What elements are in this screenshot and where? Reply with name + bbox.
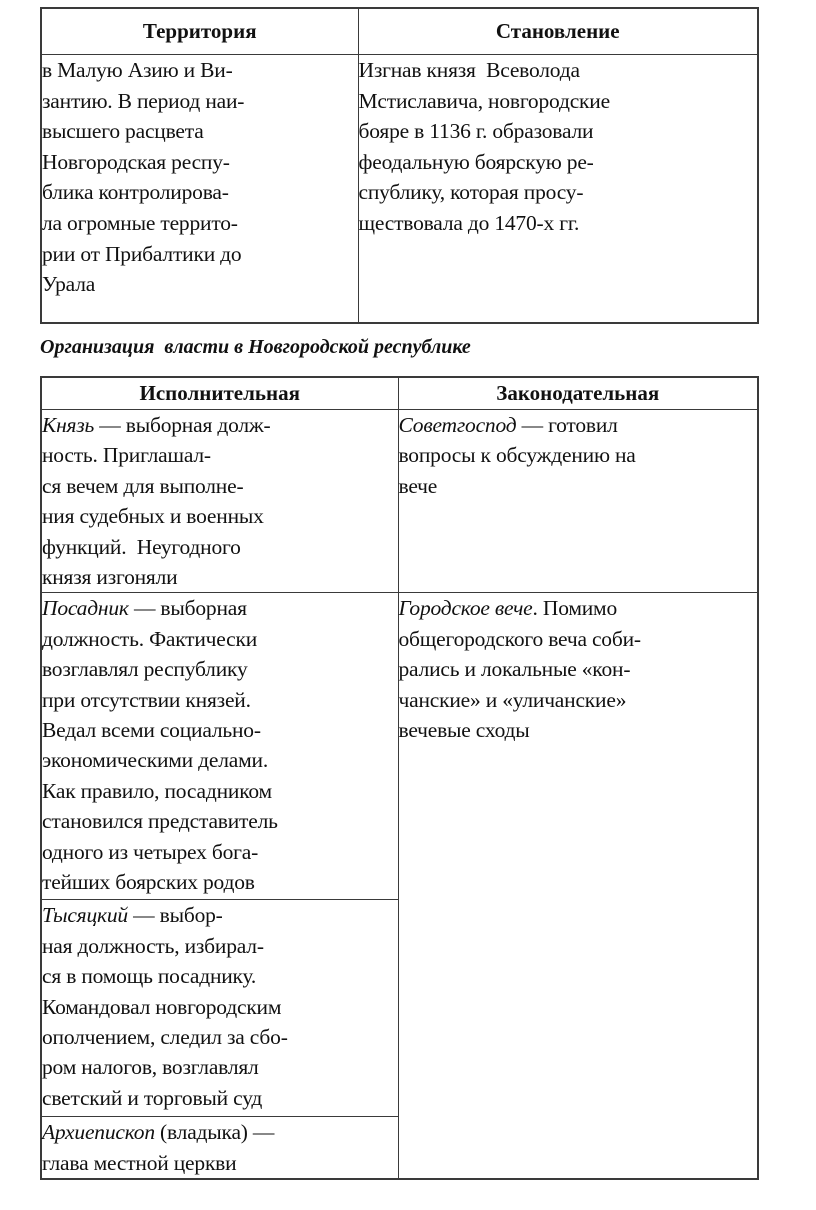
posadnik-term: Посадник xyxy=(42,596,129,621)
veche-line-first: Городское вече. Помимо xyxy=(398,596,617,621)
posadnik-line: должность. Фактически xyxy=(42,626,258,651)
sovet-term: Советгоспод xyxy=(398,413,517,437)
posadnik-line: Как правило, посадником xyxy=(42,778,272,803)
territory-line: зантию. В период наи- xyxy=(42,88,245,113)
posadnik-line: становился представитель xyxy=(42,809,278,834)
section-title: Организация власти в Новгородской республике xyxy=(40,336,471,358)
sovet-line-first: Советгоспод — готовил xyxy=(398,413,618,437)
territory-line: Урала xyxy=(42,272,96,297)
knyaz-line: ность. Приглашал- xyxy=(42,443,211,468)
header-territory: Территория xyxy=(41,8,358,55)
posadnik-line: Ведал всеми социально- xyxy=(42,718,261,743)
sovet-line: вече xyxy=(398,473,438,498)
posadnik-line: при отсутствии князей. xyxy=(42,687,251,712)
knyaz-line: князя изгоняли xyxy=(42,565,178,590)
territory-cell xyxy=(41,55,358,324)
sovet-line: вопросы к обсуждению на xyxy=(398,443,636,468)
arkhiepiskop-line-first: Архиепископ (владыка) — xyxy=(42,1120,275,1145)
knyaz-line: ся вечем для выполне- xyxy=(42,473,244,498)
territory-line: рии от Прибалтики до xyxy=(42,241,242,266)
posadnik-cell xyxy=(41,593,398,900)
formation-line: Изгнав князя Всеволода xyxy=(358,58,580,82)
formation-line: Мстиславича, новгородские xyxy=(358,88,610,113)
territory-formation-table xyxy=(40,7,759,324)
territory-line: ла огромные террито- xyxy=(42,210,238,235)
formation-line: спублику, которая просу- xyxy=(358,180,584,205)
arkhiepiskop-line: глава местной церкви xyxy=(42,1150,237,1175)
posadnik-line: возглавлял республику xyxy=(42,657,248,682)
territory-line: блика контролирова- xyxy=(42,180,229,205)
arkhiepiskop-cell xyxy=(41,1117,398,1179)
posadnik-line: тейших боярских родов xyxy=(42,870,255,895)
territory-line: высшего расцвета xyxy=(42,119,204,144)
header-legislative: Законодательная xyxy=(398,377,758,410)
veche-line: чанские» и «уличанские» xyxy=(398,687,627,712)
veche-line: общегородского веча соби- xyxy=(398,626,641,651)
posadnik-line: экономическими делами. xyxy=(42,748,269,773)
header-executive: Исполнительная xyxy=(41,377,398,410)
tysyatsky-line: Командовал новгородским xyxy=(42,994,282,1019)
formation-line: бояре в 1136 г. образовали xyxy=(358,119,594,144)
veche-line: рались и локальные «кон- xyxy=(398,657,631,682)
knyaz-cell xyxy=(41,410,398,593)
knyaz-line: функций. Неугодного xyxy=(42,534,241,559)
formation-line: феодальную боярскую ре- xyxy=(358,149,594,174)
tysyatsky-line: ся в помощь посаднику. xyxy=(42,964,257,989)
tysyatsky-term: Тысяцкий xyxy=(42,903,128,928)
tysyatsky-line: ром налогов, возглавлял xyxy=(42,1055,259,1080)
territory-line: в Малую Азию и Ви- xyxy=(42,58,233,82)
header-formation: Становление xyxy=(358,8,758,55)
tysyatsky-line: светский и торговый суд xyxy=(42,1085,263,1110)
posadnik-line: одного из четырех бога- xyxy=(42,839,259,864)
sovet-cell xyxy=(398,410,758,593)
tysyatsky-line: ополчением, следил за сбо- xyxy=(42,1025,288,1050)
formation-cell xyxy=(358,55,758,324)
posadnik-line-first: Посадник — выборная xyxy=(42,596,247,621)
tysyatsky-cell xyxy=(41,900,398,1117)
arkhiepiskop-term: Архиепископ xyxy=(42,1120,155,1145)
tysyatsky-line-first: Тысяцкий — выбор- xyxy=(42,903,223,928)
knyaz-term: Князь xyxy=(42,413,95,437)
veche-cell xyxy=(398,593,758,1179)
knyaz-line-first: Князь — выборная долж- xyxy=(42,413,271,437)
formation-line: ществовала до 1470-х гг. xyxy=(358,210,580,235)
territory-line: Новгородская респу- xyxy=(42,149,230,174)
veche-term: Городское вече xyxy=(398,596,533,621)
power-organization-table xyxy=(40,376,759,1180)
tysyatsky-line: ная должность, избирал- xyxy=(42,933,264,958)
knyaz-line: ния судебных и военных xyxy=(42,504,264,529)
veche-line: вечевые сходы xyxy=(398,718,530,743)
